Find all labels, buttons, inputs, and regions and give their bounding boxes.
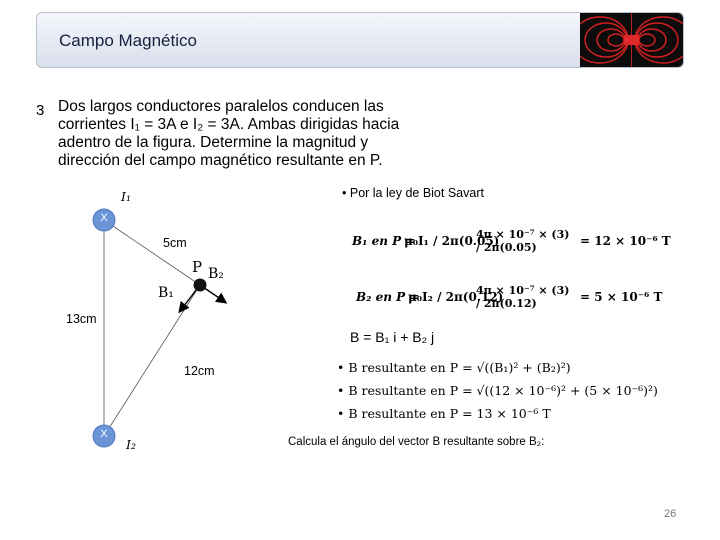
label-b1: B₁ xyxy=(158,285,174,301)
problem-line: corrientes I₁ = 3A e I₂ = 3A. Ambas dirigidas hacia xyxy=(58,116,400,133)
problem-number: 3 xyxy=(36,102,45,119)
b2-formula: μ₀I₂ / 2π(0.12) xyxy=(408,290,504,304)
bullet-dot: • xyxy=(342,186,350,200)
conductors-figure xyxy=(0,0,300,480)
label-i1: I₁ xyxy=(121,189,131,204)
b2-result: = 5 × 10⁻⁶ T xyxy=(580,290,663,304)
wire-i2-symbol: X xyxy=(100,428,108,440)
label-12cm: 12cm xyxy=(184,364,215,378)
b2-lhs: B₂ en P = xyxy=(356,290,420,304)
label-5cm: 5cm xyxy=(163,236,187,250)
point-p xyxy=(194,279,207,292)
label-p: P xyxy=(192,258,203,276)
result-line-1: • B resultante en P = √((B₁)² + (B₂)²) xyxy=(337,360,571,375)
result-line-2: • B resultante en P = √((12 × 10⁻⁶)² + (5 × 10⁻⁶)²) xyxy=(337,383,658,398)
label-i2: I₂ xyxy=(126,437,136,452)
question-prompt: Calcula el ángulo del vector B resultante sobre B₂: xyxy=(288,436,545,448)
b1-result: = 12 × 10⁻⁶ T xyxy=(580,234,671,248)
problem-line: Dos largos conductores paralelos conducen las xyxy=(58,98,384,115)
bullet-biot-savart: • Por la ley de Biot Savart xyxy=(342,186,484,200)
b1-formula: μ₀I₁ / 2π(0.05) xyxy=(404,234,500,248)
line-12cm xyxy=(104,285,200,436)
problem-line: adentro de la figura. Determine la magnitud y xyxy=(58,134,369,151)
b1-lhs: B₁ en P = xyxy=(352,234,416,248)
line-5cm xyxy=(104,220,203,285)
result-line-3: • B resultante en P = 13 × 10⁻⁶ T xyxy=(337,406,551,421)
page-number: 26 xyxy=(664,508,677,520)
wire-i1-symbol: X xyxy=(100,212,108,224)
b2-substitution: 4π × 10⁻⁷ × (3) / 2π(0.12) xyxy=(476,284,570,310)
magnetic-field-lines-icon xyxy=(580,13,683,67)
label-13cm: 13cm xyxy=(66,312,97,326)
slide-title: Campo Magnético xyxy=(59,31,197,50)
b1-substitution: 4π × 10⁻⁷ × (3) / 2π(0.05) xyxy=(476,228,570,254)
vector-equation: B = B₁ i + B₂ j xyxy=(350,329,435,345)
label-b2: B₂ xyxy=(208,266,224,282)
problem-line: dirección del campo magnético resultante en P. xyxy=(58,152,383,169)
